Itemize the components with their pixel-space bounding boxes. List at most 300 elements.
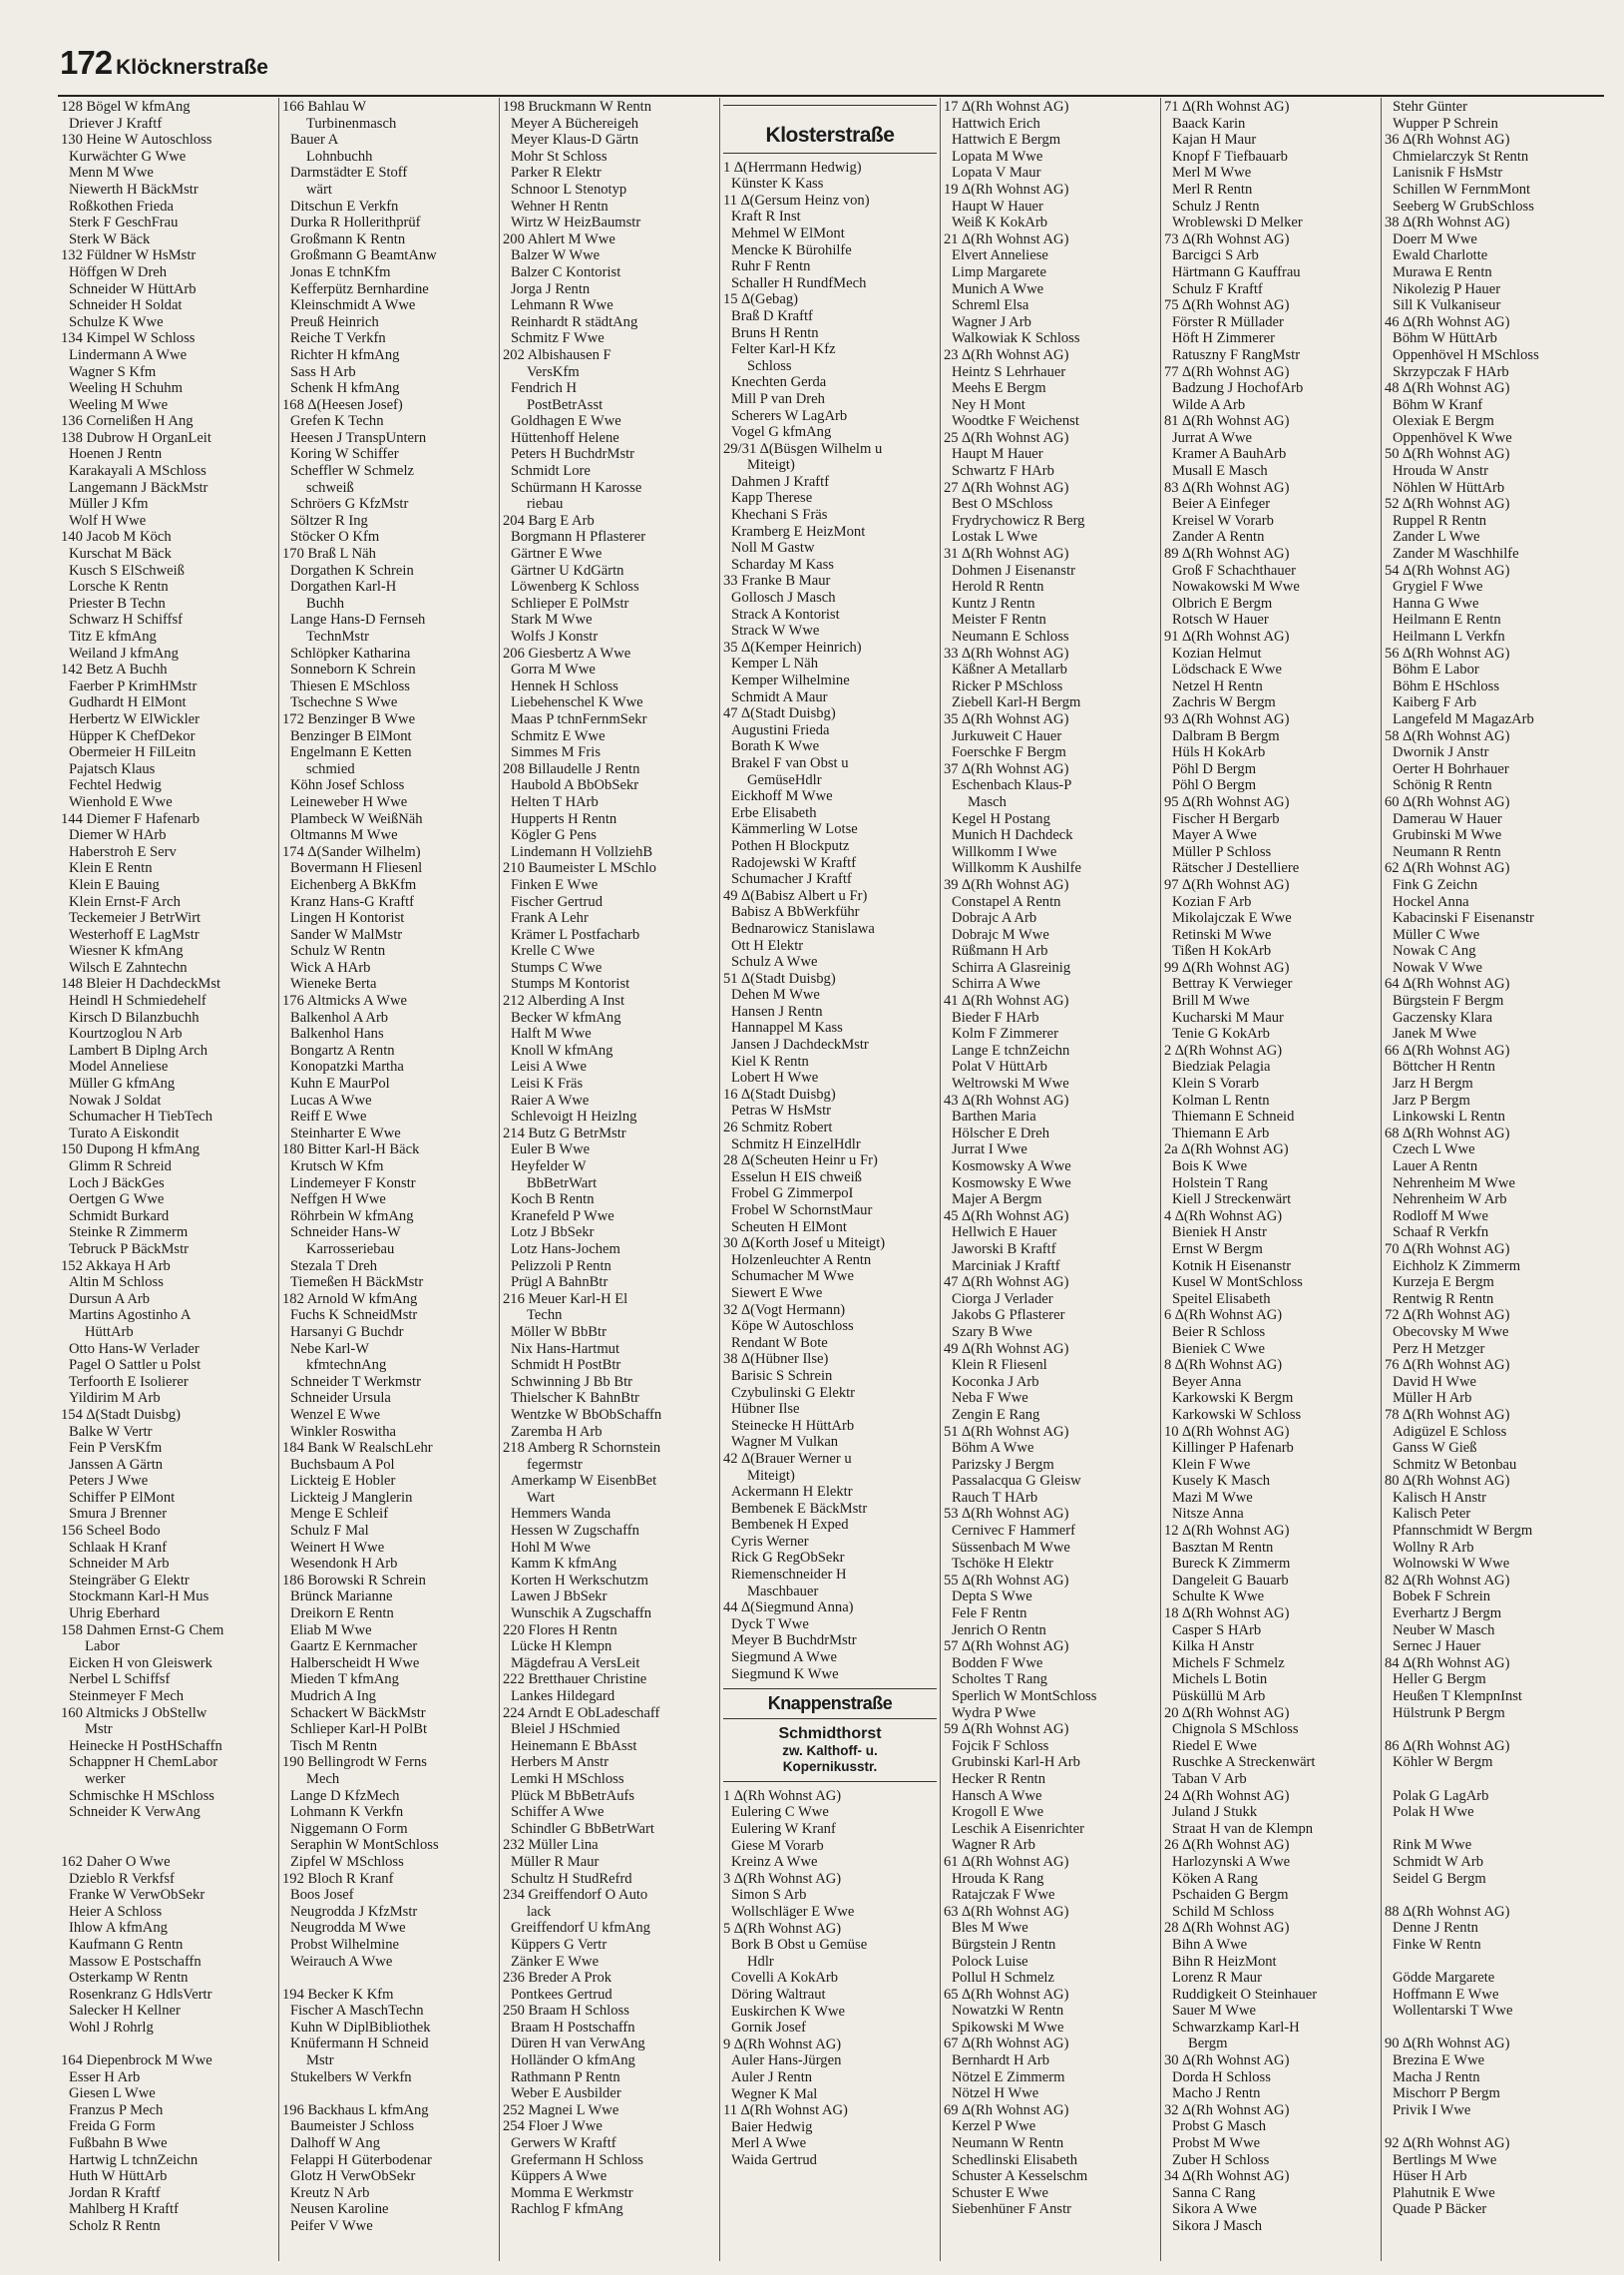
directory-entry: Thielscher K BahnBtr [511, 1390, 639, 1407]
directory-entry: Barcigci S Arb [1172, 247, 1259, 264]
header-rule [58, 95, 1604, 97]
directory-entry: Wilde A Arb [1172, 396, 1246, 413]
directory-entry: Thiemann E Schneid [1172, 1109, 1295, 1126]
directory-entry: Lorenz R Maur [1172, 1970, 1262, 1987]
directory-entry: Merl R Rentn [1172, 181, 1253, 198]
directory-entry: Tenie G KokArb [1172, 1026, 1270, 1043]
directory-entry: Dalbram B Bergm [1172, 727, 1280, 744]
directory-entry: Wart [527, 1489, 555, 1506]
directory-entry: Elvert Anneliese [952, 247, 1048, 264]
directory-entry: 62 ∆(Rh Wohnst AG) [1385, 860, 1510, 877]
directory-entry: fegermstr [527, 1456, 583, 1473]
directory-entry: Merl M Wwe [1172, 165, 1252, 182]
directory-entry: Fink G Zeichn [1393, 876, 1478, 893]
directory-entry: Karrosseriebau [306, 1240, 395, 1257]
directory-entry: Knechten Gerda [731, 374, 827, 391]
directory-entry: Dorgathen K Schrein [290, 562, 414, 579]
directory-entry: 148 Bleier H DachdeckMst [61, 976, 221, 993]
directory-entry: Bruns H Rentn [731, 324, 819, 341]
directory-entry: Passalacqua G Gleisw [952, 1473, 1081, 1490]
directory-entry: 162 Daher O Wwe [61, 1853, 171, 1870]
directory-entry: Hartwig L tchnZeichn [69, 2151, 199, 2168]
directory-entry: Ruhr F Rentn [731, 258, 811, 275]
directory-entry [1385, 1954, 1598, 1971]
directory-entry: Kuntz J Rentn [952, 595, 1035, 612]
directory-entry: 156 Scheel Bodo [61, 1523, 161, 1540]
directory-entry: Wolnowski W Wwe [1393, 1556, 1510, 1573]
directory-entry: Schmitz F Wwe [511, 330, 605, 347]
directory-entry: 12 ∆(Rh Wohnst AG) [1164, 1523, 1290, 1540]
directory-entry: Nowak C Ang [1393, 943, 1476, 960]
directory-entry: 53 ∆(Rh Wohnst AG) [944, 1506, 1069, 1523]
directory-entry: Hüser H Arb [1393, 2168, 1467, 2185]
directory-entry: 33 Franke B Maur [723, 573, 831, 590]
directory-entry: Böhm E Labor [1393, 662, 1479, 679]
directory-entry: Pöhl O Bergm [1172, 777, 1257, 794]
directory-entry: Kusely K Masch [1172, 1473, 1271, 1490]
directory-entry: Dorda H Schloss [1172, 2068, 1271, 2085]
directory-entry: schweiß [306, 479, 354, 496]
directory-entry: Bois K Wwe [1172, 1158, 1248, 1174]
directory-entry: 2a ∆(Rh Wohnst AG) [1164, 1141, 1289, 1158]
directory-entry: Weltrowski M Wwe [952, 1076, 1069, 1093]
directory-entry: Amerkamp W EisenbBet [511, 1473, 657, 1490]
directory-entry: TechnMstr [306, 629, 370, 645]
directory-entry: Zuber H Schloss [1172, 2151, 1270, 2168]
directory-entry: Zachris W Bergm [1172, 694, 1276, 711]
directory-entry: Ricker P MSchloss [952, 678, 1063, 694]
directory-entry: 10 ∆(Rh Wohnst AG) [1164, 1423, 1290, 1440]
directory-entry: Hessen W Zugschaffn [511, 1523, 639, 1540]
directory-entry: Krutsch W Kfm [290, 1158, 384, 1174]
directory-entry: Kramer A BauhArb [1172, 446, 1287, 463]
directory-entry: Finke W Rentn [1393, 1936, 1481, 1953]
directory-entry: Buchh [306, 595, 345, 612]
directory-entry: Mudrich A Ing [290, 1688, 376, 1704]
directory-entry: Riedel E Wwe [1172, 1737, 1257, 1754]
directory-entry: Röhrbein W kfmAng [290, 1207, 414, 1224]
directory-entry: Koconka J Arb [952, 1373, 1039, 1390]
directory-entry: Holländer O kfmAng [511, 2052, 635, 2069]
directory-entry: Peters J Wwe [69, 1473, 149, 1490]
directory-entry: Käßner A Metallarb [952, 662, 1067, 679]
directory-entry: Teckemeier J BetrWirt [69, 910, 202, 927]
directory-entry: Schirra A Wwe [952, 976, 1040, 993]
directory-entry: Plahutnik E Wwe [1393, 2184, 1495, 2201]
directory-entry: 172 Benzinger B Wwe [282, 710, 416, 727]
directory-entry: Schaller H RundfMech [731, 274, 867, 291]
directory-entry: 91 ∆(Rh Wohnst AG) [1164, 629, 1290, 645]
directory-entry: Dorgathen Karl-H [290, 579, 397, 596]
directory-entry: Lange D KfzMech [290, 1787, 400, 1804]
directory-entry: Wagner S Kfm [69, 363, 157, 380]
directory-entry: 36 ∆(Rh Wohnst AG) [1385, 132, 1510, 149]
directory-entry: 168 ∆(Heesen Josef) [282, 396, 403, 413]
directory-entry: 212 Alberding A Inst [503, 993, 625, 1010]
directory-entry: Casper S HArb [1172, 1621, 1262, 1638]
directory-entry: Kuhn W DiplBibliothek [290, 2019, 431, 2036]
directory-entry: Miteigt) [747, 457, 795, 474]
directory-entry: 136 Cornelißen H Ang [61, 413, 194, 430]
directory-entry: Rick G RegObSekr [731, 1550, 845, 1567]
directory-entry: Heilmann L Verkfn [1393, 629, 1505, 645]
directory-entry: Gaartz E Kernmacher [290, 1638, 418, 1655]
directory-entry: Radojewski W Kraftf [731, 854, 857, 871]
directory-entry: Böhm E HSchloss [1393, 678, 1500, 694]
directory-entry: Kosmowsky A Wwe [952, 1158, 1071, 1174]
directory-entry: 99 ∆(Rh Wohnst AG) [1164, 959, 1290, 976]
directory-entry: Ruddigkeit O Steinhauer [1172, 1986, 1318, 2003]
directory-entry: Raier A Wwe [511, 1092, 590, 1109]
directory-entry: Lindermann A Wwe [69, 346, 188, 363]
directory-entry: Balkenhol Hans [290, 1026, 384, 1043]
directory-entry: 1 ∆(Rh Wohnst AG) [723, 1787, 842, 1804]
directory-entry: Schulz W Rentn [290, 943, 386, 960]
directory-entry: Köhn Josef Schloss [290, 777, 405, 794]
directory-entry: Mehmel W ElMont [731, 225, 845, 241]
directory-entry: Fojcik F Schloss [952, 1737, 1049, 1754]
directory-entry: Schumacher H TiebTech [69, 1109, 213, 1126]
directory-entry: Macho J Rentn [1172, 2085, 1261, 2102]
directory-entry: Söltzer R Ing [290, 512, 368, 529]
directory-entry: Bettray K Verwieger [1172, 976, 1293, 993]
directory-entry: Koring W Schiffer [290, 446, 399, 463]
directory-entry: Hannappel M Kass [731, 1020, 843, 1037]
directory-entry: Böhm W HüttArb [1393, 330, 1497, 347]
directory-entry: Bürgstein J Rentn [952, 1936, 1056, 1953]
directory-entry: 198 Bruckmann W Rentn [503, 99, 652, 115]
directory-entry: Buchsbaum A Pol [290, 1456, 395, 1473]
directory-entry: 192 Bloch R Kranf [282, 1870, 394, 1887]
column-3 [499, 98, 719, 2261]
directory-entry: Rathmann P Rentn [511, 2068, 620, 2085]
directory-entry: Neumann E Schloss [952, 629, 1069, 645]
directory-entry: Ruppel R Rentn [1393, 512, 1487, 529]
directory-entry: Polak H Wwe [1393, 1804, 1474, 1821]
directory-entry: Tißen H KokArb [1172, 943, 1272, 960]
directory-entry: Skrzypczak F HArb [1393, 363, 1509, 380]
directory-entry: Adigüzel E Schloss [1393, 1423, 1507, 1440]
directory-entry: Heier A Schloss [69, 1903, 163, 1920]
directory-entry: Tiemeßen H BäckMstr [290, 1274, 424, 1291]
directory-entry: Taban V Arb [1172, 1770, 1247, 1787]
directory-entry: 71 ∆(Rh Wohnst AG) [1164, 99, 1290, 115]
directory-entry: Pschaiden G Bergm [1172, 1887, 1289, 1904]
directory-entry: 218 Amberg R Schornstein [503, 1440, 661, 1457]
directory-entry: Lotz Hans-Jochem [511, 1240, 620, 1257]
directory-entry: Parker R Elektr [511, 165, 602, 182]
directory-entry: 34 ∆(Rh Wohnst AG) [1164, 2168, 1290, 2185]
directory-entry: Weiland J kfmAng [69, 645, 179, 662]
directory-entry: Wesendonk H Arb [290, 1556, 398, 1573]
directory-entry: Musall E Masch [1172, 463, 1268, 480]
directory-entry: Müller P Schloss [1172, 843, 1272, 860]
directory-entry: Tschöke H Elektr [952, 1556, 1053, 1573]
directory-entry: Haberstroh E Serv [69, 843, 177, 860]
directory-entry: Schmidt Lore [511, 463, 591, 480]
page-header [60, 44, 268, 84]
directory-entry: 51 ∆(Stadt Duisbg) [723, 970, 836, 987]
directory-entry: Schlevoigt H Heizlng [511, 1109, 637, 1126]
directory-entry: Neffgen H Wwe [290, 1191, 386, 1208]
directory-entry: Steinecke H HüttArb [731, 1417, 855, 1434]
directory-entry: Baack Karin [1172, 115, 1246, 132]
street-separator [723, 1781, 937, 1782]
directory-entry: Schulz J Rentn [1172, 198, 1260, 215]
directory-entry: Heintz S Lehrhauer [952, 363, 1066, 380]
directory-entry: Wollentarski T Wwe [1393, 2003, 1513, 2020]
directory-entry: Böhm A Wwe [952, 1440, 1034, 1457]
directory-entry: 180 Bitter Karl-H Bäck [282, 1141, 420, 1158]
directory-entry: Kemper Wilhelmine [731, 673, 850, 688]
directory-entry: Kourtzoglou N Arb [69, 1026, 183, 1043]
directory-entry: Gornik Josef [731, 2020, 806, 2037]
directory-entry: Schneider Hans-W [290, 1224, 401, 1241]
directory-entry: 152 Akkaya H Arb [61, 1257, 171, 1274]
directory-entry [61, 1821, 275, 1838]
directory-entry: Mstr [306, 2052, 334, 2069]
column-7 [1381, 98, 1601, 2261]
directory-entry: Depta S Wwe [952, 1589, 1032, 1605]
directory-entry: Hockel Anna [1393, 893, 1469, 910]
directory-entry: Kreutz N Arb [290, 2184, 370, 2201]
directory-entry: Retinski M Wwe [1172, 926, 1272, 943]
directory-entry: Kapp Therese [731, 490, 813, 507]
directory-entry: Wentzke W BbObSchaffn [511, 1406, 662, 1423]
directory-entry: Marciniak J Kraftf [952, 1257, 1060, 1274]
directory-entry: Lange Hans-D Fernseh [290, 612, 426, 629]
directory-entry: Westerhoff E LagMstr [69, 926, 200, 943]
directory-entry: Pöhl D Bergm [1172, 760, 1257, 777]
directory-entry: Schneider T Werkmstr [290, 1373, 421, 1390]
directory-entry: Covelli A KokArb [731, 1970, 839, 1987]
directory-entry: Noll M Gastw [731, 540, 815, 557]
directory-entry: Franke W VerwObSekr [69, 1887, 205, 1904]
directory-entry: Hansch A Wwe [952, 1787, 1042, 1804]
street-separator [723, 1688, 937, 1689]
directory-entry: Steingräber G Elektr [69, 1572, 190, 1589]
directory-entry: Liebehenschel K Wwe [511, 694, 643, 711]
directory-entry: Kuhn E MaurPol [290, 1076, 390, 1093]
directory-entry: 46 ∆(Rh Wohnst AG) [1385, 313, 1510, 330]
directory-entry: 5 ∆(Rh Wohnst AG) [723, 1920, 842, 1937]
directory-entry: Everhartz J Bergm [1393, 1605, 1502, 1622]
directory-entry: 43 ∆(Rh Wohnst AG) [944, 1092, 1069, 1109]
directory-entry: Eulering C Wwe [731, 1804, 829, 1821]
directory-entry: Oppenhövel K Wwe [1393, 429, 1512, 446]
directory-entry: Kolm F Zimmerer [952, 1026, 1059, 1043]
directory-entry: Dyck T Wwe [731, 1615, 809, 1632]
directory-entry: Brakel F van Obst u [731, 754, 849, 771]
directory-entry: Herbertz W ElWickler [69, 710, 200, 727]
directory-entry: Simon S Arb [731, 1887, 807, 1904]
directory-entry: Grefen K Techn [290, 413, 384, 430]
directory-entry: 39 ∆(Rh Wohnst AG) [944, 876, 1069, 893]
directory-entry: Stark M Wwe [511, 612, 593, 629]
directory-entry: 69 ∆(Rh Wohnst AG) [944, 2101, 1069, 2118]
directory-entry: Wroblewski D Melker [1172, 215, 1303, 231]
directory-entry: Kozian Helmut [1172, 645, 1262, 662]
directory-entry: 128 Bögel W kfmAng [61, 99, 191, 115]
directory-entry: Schmidt H PostBtr [511, 1357, 621, 1374]
directory-entry: Knoll W kfmAng [511, 1042, 613, 1059]
directory-entry: Fußbahn B Wwe [69, 2135, 168, 2152]
directory-entry: 20 ∆(Rh Wohnst AG) [1164, 1704, 1290, 1721]
directory-entry: Pollul H Schmelz [952, 1970, 1054, 1987]
directory-entry: 41 ∆(Rh Wohnst AG) [944, 993, 1069, 1010]
directory-entry: Ott H Elektr [731, 937, 804, 954]
directory-entry: Probst Wilhelmine [290, 1936, 399, 1953]
directory-entry: Wollny R Arb [1393, 1539, 1474, 1556]
directory-entry: Linkowski L Rentn [1393, 1109, 1505, 1126]
directory-entry: Felappi H Güterbodenar [290, 2151, 432, 2168]
directory-entry: Kaufmann G Rentn [69, 1936, 184, 1953]
directory-entry: Sass H Arb [290, 363, 356, 380]
directory-entry: Neusen Karoline [290, 2201, 389, 2218]
directory-entry: Ratajczak F Wwe [952, 1887, 1055, 1904]
directory-entry: Gaczensky Klara [1393, 1009, 1493, 1026]
directory-entry: Schulz F Kraftf [1172, 280, 1263, 297]
directory-entry: Maas P tchnFernmSekr [511, 710, 647, 727]
directory-entry: Massow E Postschaffn [69, 1953, 202, 1970]
directory-entry: Lucas A Wwe [290, 1092, 372, 1109]
directory-entry: Ciorga J Verlader [952, 1290, 1053, 1307]
directory-entry: 47 ∆(Stadt Duisbg) [723, 705, 836, 722]
directory-entry [1385, 2118, 1598, 2135]
directory-entry: Maschbauer [747, 1583, 819, 1599]
directory-entry: Scharday M Kass [731, 556, 834, 573]
directory-entry: Balzer C Kontorist [511, 263, 621, 280]
directory-entry [1385, 1821, 1598, 1838]
directory-entry: 90 ∆(Rh Wohnst AG) [1385, 2036, 1510, 2052]
directory-entry: Felter Karl-H Kfz [731, 341, 836, 358]
directory-entry: 27 ∆(Rh Wohnst AG) [944, 479, 1069, 496]
directory-entry: Hemmers Wanda [511, 1506, 611, 1523]
directory-entry: 45 ∆(Rh Wohnst AG) [944, 1207, 1069, 1224]
directory-entry: Hüls H KokArb [1172, 744, 1266, 761]
directory-entry: Meyer Klaus-D Gärtn [511, 132, 639, 149]
directory-entry: Härtmann G Kauffrau [1172, 263, 1301, 280]
directory-entry: Schönig R Rentn [1393, 777, 1492, 794]
directory-entry: 28 ∆(Rh Wohnst AG) [1164, 1920, 1290, 1937]
directory-entry: Lehmann R Wwe [511, 297, 613, 314]
directory-entry: Kirsch D Bilanzbuchh [69, 1009, 200, 1026]
directory-entry: Murawa E Rentn [1393, 263, 1492, 280]
directory-entry: Lostak L Wwe [952, 529, 1037, 546]
directory-entry: Pothen H Blockputz [731, 837, 850, 854]
directory-entry: Schwartz F HArb [952, 463, 1054, 480]
directory-entry: Wenzel E Wwe [290, 1406, 381, 1423]
directory-entry: Tisch M Rentn [290, 1737, 378, 1754]
directory-entry: Glimm R Schreid [69, 1158, 172, 1174]
directory-entry: Künster K Kass [731, 176, 824, 193]
directory-entry: Borgmann H Pflasterer [511, 529, 646, 546]
directory-entry: Kaiberg F Arb [1393, 694, 1477, 711]
directory-entry: Schackert W BäckMstr [290, 1704, 426, 1721]
directory-entry: Schmitz H EinzelHdlr [731, 1136, 861, 1152]
directory-entry: Roßkothen Frieda [69, 198, 174, 215]
directory-entry: Wirtz W HeizBaumstr [511, 215, 641, 231]
directory-entry: Zänker E Wwe [511, 1953, 600, 1970]
directory-entry: 236 Breder A Prok [503, 1970, 612, 1987]
directory-entry: Oertgen G Wwe [69, 1191, 165, 1208]
directory-entry: Rodloff M Wwe [1393, 1207, 1488, 1224]
directory-entry: Kozian F Arb [1172, 893, 1252, 910]
directory-entry: Reiff E Wwe [290, 1109, 367, 1126]
directory-entry: 21 ∆(Rh Wohnst AG) [944, 230, 1069, 247]
directory-entry: Schloss [747, 357, 792, 374]
directory-entry: Preuß Heinrich [290, 313, 379, 330]
directory-entry: Frydrychowicz R Berg [952, 512, 1085, 529]
directory-entry: Lorsche K Rentn [69, 579, 169, 596]
directory-entry: Meyer A Büchereigeh [511, 115, 639, 132]
directory-entry: Schröers G KfzMstr [290, 496, 409, 513]
directory-entry: Dahmen J Kraftf [731, 473, 830, 490]
directory-entry: Gudhardt H ElMont [69, 694, 187, 711]
directory-entry: Hübner Ilse [731, 1401, 800, 1418]
directory-entry: 82 ∆(Rh Wohnst AG) [1385, 1572, 1510, 1589]
directory-entry: Eliab M Wwe [290, 1621, 372, 1638]
directory-entry: Waida Gertrud [731, 2151, 817, 2168]
directory-entry: Wagner J Arb [952, 313, 1031, 330]
directory-entry: Weber E Ausbilder [511, 2085, 621, 2102]
directory-entry: Obermeier H FilLeitn [69, 744, 197, 761]
directory-entry: Seeberg W GrubSchloss [1393, 198, 1534, 215]
directory-entry: Schwarz H Schiffsf [69, 612, 184, 629]
directory-entry: Zaremba H Arb [511, 1423, 603, 1440]
directory-entry: Turbinenmasch [306, 115, 397, 132]
directory-entry: 3 ∆(Rh Wohnst AG) [723, 1870, 842, 1887]
directory-entry: 134 Kimpel W Schloss [61, 330, 196, 347]
directory-entry: 60 ∆(Rh Wohnst AG) [1385, 793, 1510, 810]
directory-entry: Damerau W Hauer [1393, 810, 1502, 827]
directory-entry: Braam H Postschaffn [511, 2019, 635, 2036]
directory-entry: 174 ∆(Sander Wilhelm) [282, 843, 421, 860]
directory-entry: Dobrajc A Arb [952, 910, 1037, 927]
directory-entry: 138 Dubrow H OrganLeit [61, 429, 211, 446]
directory-entry: Weeling H Schuhm [69, 380, 183, 397]
directory-entry: Schreml Elsa [952, 297, 1029, 314]
directory-entry: Hattwich Erich [952, 115, 1040, 132]
directory-entry: 26 ∆(Rh Wohnst AG) [1164, 1837, 1290, 1854]
directory-entry: 24 ∆(Rh Wohnst AG) [1164, 1787, 1290, 1804]
directory-entry: Lange E tchnZeichn [952, 1042, 1070, 1059]
directory-entry: Quade P Bäcker [1393, 2201, 1487, 2218]
directory-entry: Neugrodda M Wwe [290, 1920, 406, 1937]
directory-entry: Balzer W Wwe [511, 247, 601, 264]
directory-entry: Mieden T kfmAng [290, 1671, 399, 1688]
directory-entry: Jaworski B Kraftf [952, 1240, 1056, 1257]
directory-entry: Schumacher J Kraftf [731, 871, 852, 888]
directory-entry: Stezala T Dreh [290, 1257, 377, 1274]
directory-entry: Merl A Wwe [731, 2135, 807, 2152]
column-6 [1160, 98, 1381, 2261]
directory-entry: Wilsch E Zahntechn [69, 959, 188, 976]
directory-entry: Bork B Obst u Gemüse [731, 1937, 868, 1954]
directory-entry [61, 2036, 275, 2052]
directory-entry: Bleiel J HSchmied [511, 1721, 620, 1738]
directory-entry: Leisi A Wwe [511, 1059, 587, 1076]
directory-entry: Nötzel H Wwe [952, 2085, 1039, 2102]
directory-entry: Wolf H Wwe [69, 512, 147, 529]
directory-entry: Stukelbers W Verkfn [290, 2068, 412, 2085]
directory-entry: Durka R Hollerithprüf [290, 215, 421, 231]
directory-entry: 32 ∆(Vogt Hermann) [723, 1301, 846, 1318]
directory-entry: Obecovsky M Wwe [1393, 1323, 1509, 1340]
directory-entry: Driever J Kraftf [69, 115, 163, 132]
directory-entry: Schindler G BbBetrWart [511, 1820, 654, 1837]
street-separator [723, 1718, 937, 1719]
